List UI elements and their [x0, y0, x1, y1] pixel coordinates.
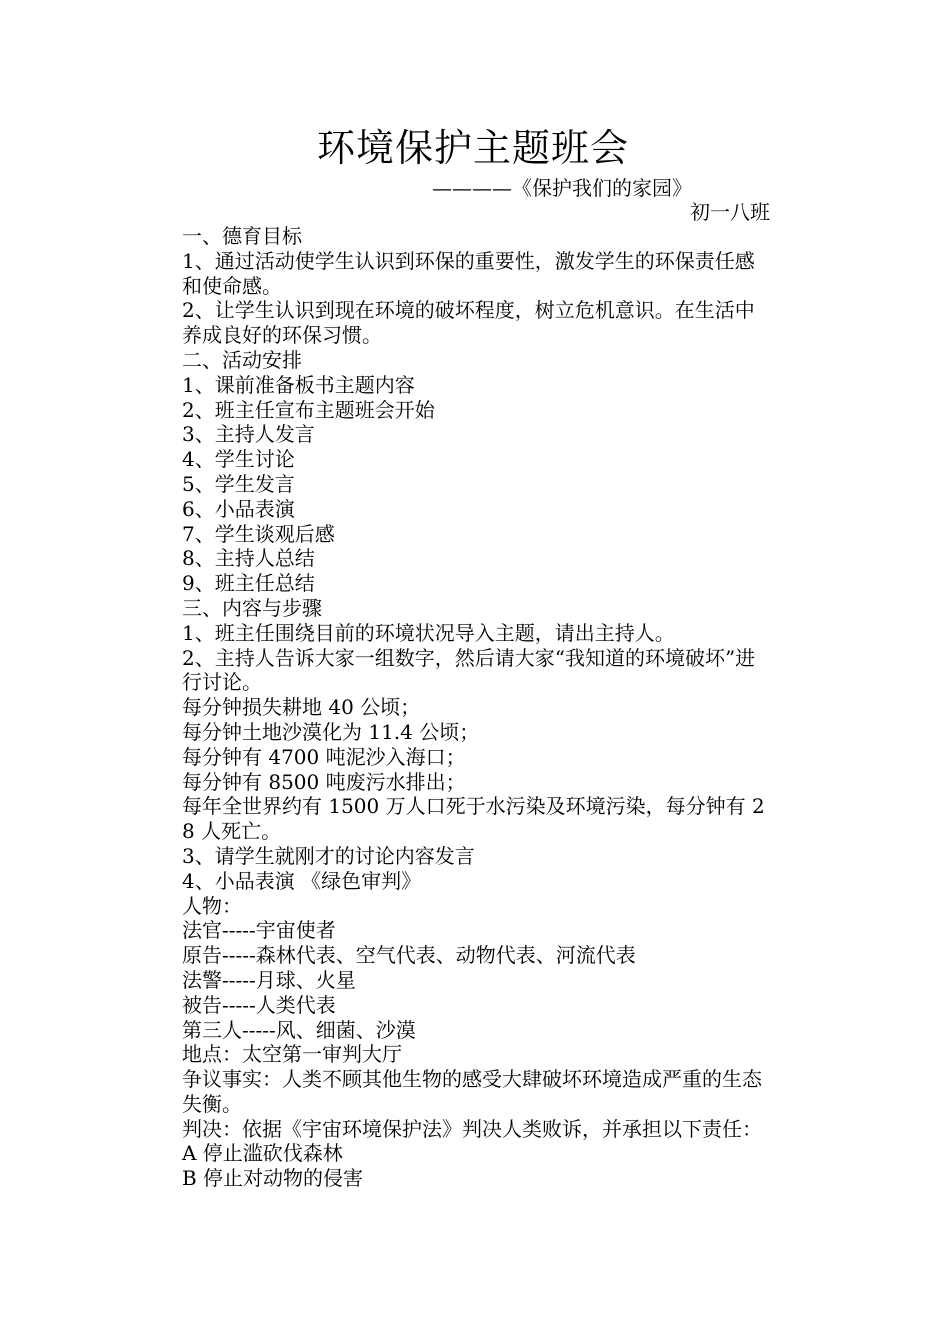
list-item: 4、学生讨论	[182, 447, 295, 472]
paragraph-step-3: 3、请学生就刚才的讨论内容发言	[182, 843, 475, 868]
statistic-line: 每分钟损失耕地 40 公顷；	[182, 695, 421, 720]
list-item: 6、小品表演	[182, 496, 295, 521]
paragraph-step-2: 2、主持人告诉大家一组数字，然后请大家“我知道的环境破坏”进行讨论。	[182, 645, 756, 695]
list-item: 1、课前准备板书主题内容	[182, 372, 415, 397]
class-name: 初一八班	[690, 200, 770, 224]
statistic-line: 每分钟有 8500 吨废污水排出；	[182, 769, 466, 794]
character-line: 被告-----人类代表	[182, 992, 336, 1017]
section-heading-steps: 三、内容与步骤	[182, 595, 322, 620]
list-item: 3、主持人发言	[182, 422, 315, 447]
characters-heading: 人物：	[182, 893, 242, 918]
dispute-facts: 争议事实：人类不顾其他生物的感受大肆破坏环境造成严重的生态失衡。	[182, 1067, 762, 1116]
statistic-line: 每分钟土地沙漠化为 11.4 公顷；	[182, 719, 480, 744]
character-line: 原告-----森林代表、空气代表、动物代表、河流代表	[182, 943, 636, 968]
location-line: 地点：太空第一审判大厅	[182, 1042, 402, 1067]
document-body	[182, 224, 772, 1191]
paragraph-goal-1: 1、通过活动使学生认识到环保的重要性，激发学生的环保责任感和使命感。	[182, 248, 755, 298]
paragraph-goal-2: 2、让学生认识到现在环境的破坏程度，树立危机意识。在生活中养成良好的环保习惯。	[182, 298, 755, 348]
list-item: 5、学生发言	[182, 471, 295, 496]
verdict: 判决：依据《宇宙环境保护法》判决人类败诉，并承担以下责任：	[182, 1116, 762, 1141]
document-page	[182, 120, 772, 1191]
character-line: 法警-----月球、火星	[182, 967, 356, 992]
statistic-line: 每年全世界约有 1500 万人口死于水污染及环境污染，每分钟有 28 人死亡。	[182, 794, 765, 844]
section-heading-goals: 一、德育目标	[182, 224, 302, 248]
verdict-item: B 停止对动物的侵害	[182, 1166, 364, 1191]
list-item: 8、主持人总结	[182, 546, 315, 571]
document-subtitle: ————《保护我们的家园》	[432, 176, 692, 200]
list-item: 7、学生谈观后感	[182, 521, 335, 546]
character-line: 第三人-----风、细菌、沙漠	[182, 1017, 416, 1042]
paragraph-step-1: 1、班主任围绕目前的环境状况导入主题，请出主持人。	[182, 620, 675, 645]
paragraph-step-4: 4、小品表演 《绿色审判》	[182, 868, 422, 893]
verdict-item: A 停止滥砍伐森林	[182, 1141, 343, 1166]
character-line: 法官-----宇宙使者	[182, 918, 336, 943]
document-title: 环境保护主题班会	[316, 126, 629, 170]
list-item: 9、班主任总结	[182, 571, 315, 596]
section-heading-arrangement: 二、活动安排	[182, 347, 302, 372]
list-item: 2、班主任宣布主题班会开始	[182, 397, 435, 422]
statistic-line: 每分钟有 4700 吨泥沙入海口；	[182, 744, 466, 769]
